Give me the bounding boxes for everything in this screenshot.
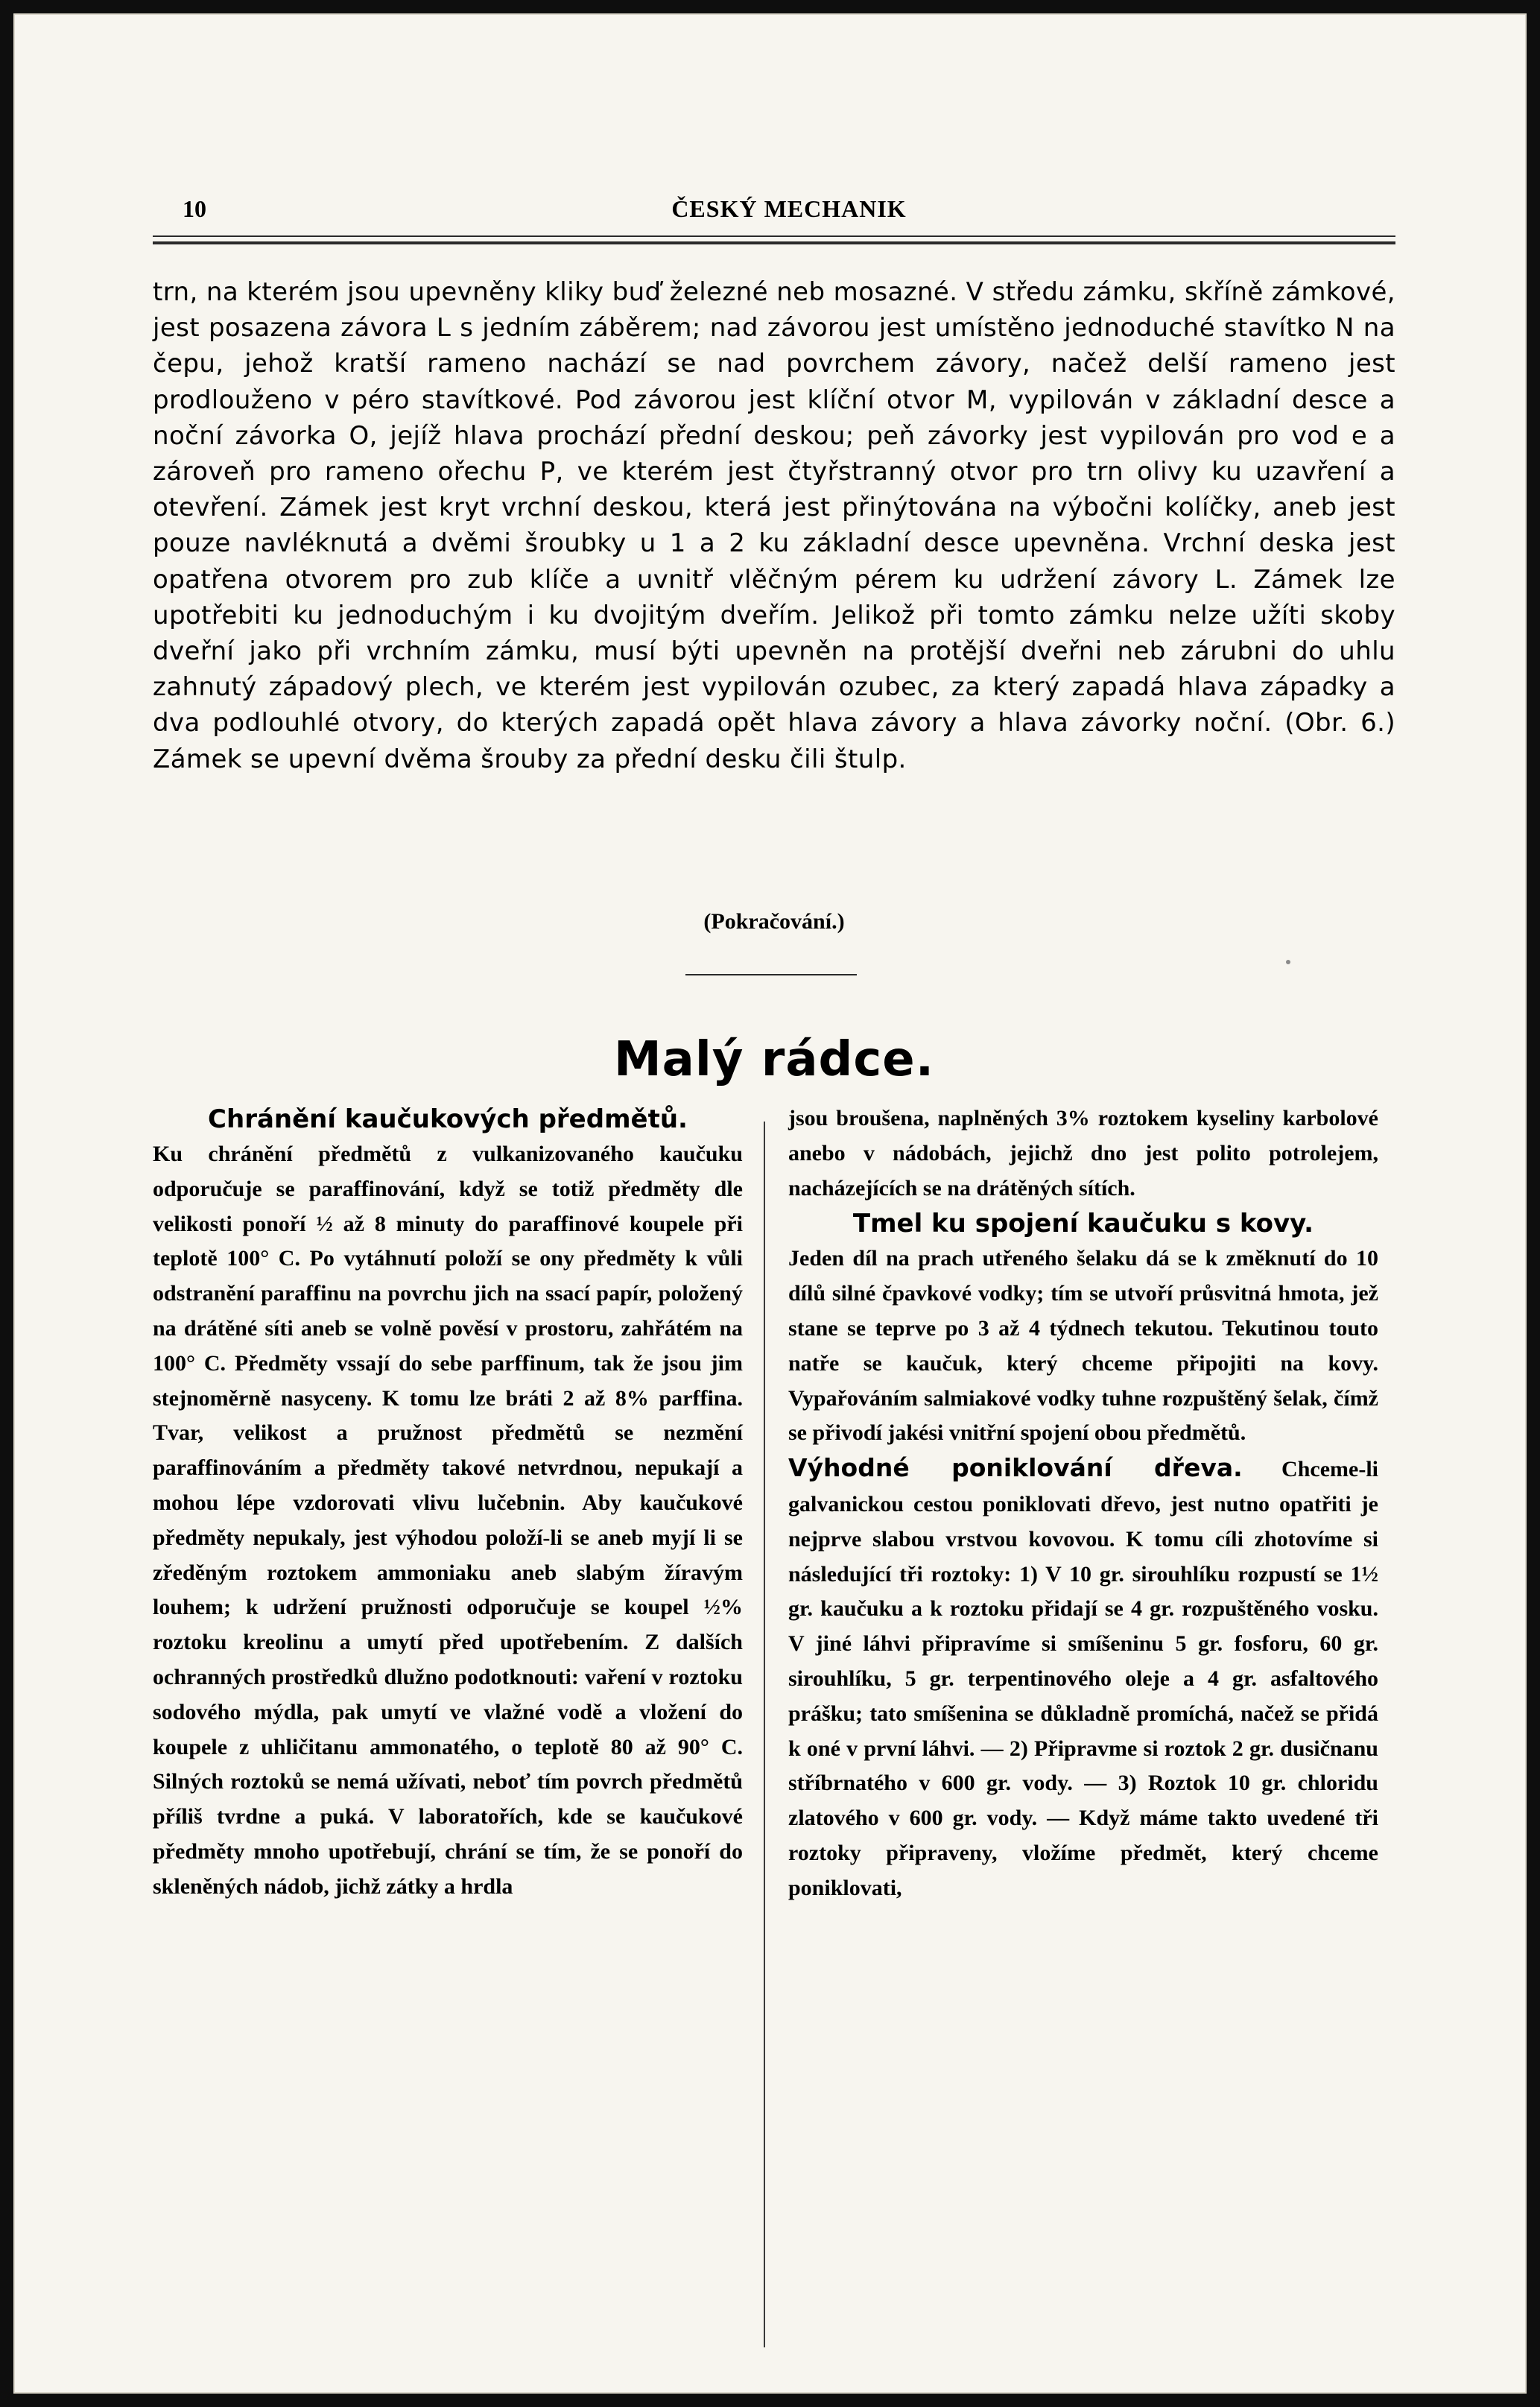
column-divider bbox=[764, 1122, 765, 2347]
article-text-rubber-metal-cement: Jeden díl na prach utřeného šelaku dá se k změknutí do 10 dílů silné čpavkové vodky; tím se utvoří průsvitná hmota, jež stane se teprve po 3 až 4 týdnech tekutou. Tekutinou touto natře se kaučuk, který chceme připojiti na kovy. Vypařováním salmiakové vodky tuhne rozpuštěný šelak, čímž se přivodí jakési vnitřní spojení obou předmětů. bbox=[788, 1246, 1378, 1446]
article-nickel-plating bbox=[788, 1451, 1378, 1905]
journal-title: ČESKÝ MECHANIK bbox=[671, 195, 907, 222]
page-number: 10 bbox=[183, 195, 206, 222]
article-heading-nickel-plating: Výhodné poniklování dřeva. bbox=[788, 1453, 1243, 1483]
running-head bbox=[183, 195, 1395, 225]
article-heading-rubber-metal-cement: Tmel ku spojení kaučuku s kovy. bbox=[852, 1209, 1314, 1239]
right-column bbox=[788, 1101, 1378, 1906]
section-title: Malý rádce. bbox=[613, 1032, 935, 1087]
print-speck bbox=[1286, 960, 1290, 964]
lead-paragraph bbox=[153, 274, 1395, 777]
separator-rule bbox=[685, 974, 857, 975]
continued-note: (Pokračování.) bbox=[703, 909, 845, 934]
article-text-rubber-protection: Ku chránění předmětů z vulkanizovaného kaučuku odporučuje se paraffinování, když se totiž předměty dle velikosti ponoří ½ až 8 minuty do paraffinové koupele při teplotě 100° C. Po vytáhnutí položí se ony předměty k vůli odstranění paraffinu na povrchu jich na ssací papír, položený na drátěné síti aneb se volně pověsí v prostoru, zahřátém na 100° C. Předměty vssají do sebe parffinum, tak že jsou jim stejnoměrně nasyceny. K tomu lze bráti 2 až 8% parffina. Tvar, velikost a pružnost předmětů se nezmění paraffinováním a předměty takové netvrdnou, nepukají a mohou lépe vzdorovati vlivu lučebnin. Aby kaučukové předměty nepukaly, jest výhodou položí-li se aneb myjí li se zředěným roztokem ammoniaku aneb slabým žíravým louhem; k udržení pružnosti odporučuje se koupel ½% roztoku kreolinu a umytí před upotřebením. Z dalších ochranných prostředků dlužno podotknouti: vaření v roztoku sodového mýdla, pak umytí ve vlažné vodě a vložení do koupele z uhličitanu ammonatého, o teplotě 80 až 90° C. Silných roztoků se nemá užívati, neboť tím povrch předmětů příliš tvrdne a puká. V laboratořích, kde se kaučukové předměty mnoho upotřebují, chrání se tím, že se ponoří do skleněných nádob, jichž zátky a hrdla bbox=[153, 1142, 743, 1899]
article-continuation-text: jsou broušena, naplněných 3% roztokem kyseliny karbolové anebo v nádobách, jejichž dno jest polito potrolejem, nacházejících se na drátěných sítích. bbox=[788, 1106, 1378, 1201]
lead-text: trn, na kterém jsou upevněny kliky buď železné neb mosazné. V středu zámku, skříně zámkové, jest posazena závora L s jedním záběrem; nad závorou jest umístěno jednoduché stavítko N na čepu, jehož kratší rameno nachází se nad povrchem závory, načež delší rameno jest prodlouženo v péro stavítkové. Pod závorou jest klíční otvor M, vypilován v základní desce a noční závorka O, jejíž hlava prochází přední deskou; peň závorky jest vypilován pro vod e a zároveň pro rameno ořechu P, ve kterém jest čtyřstranný otvor pro trn olivy ku uzavření a otevření. Zámek jest kryt vrchní deskou, která jest přinýtována na výbočni kolíčky, aneb jest pouze navléknutá a dvěmi šroubky u 1 a 2 ku základní desce upevněna. Vrchní deska jest opatřena otvorem pro zub klíče a uvnitř vlěčným pérem ku udržení závory L. Zámek lze upotřebiti ku jednoduchým i ku dvojitým dveřím. Jelikož při tomto zámku nelze užíti skoby dveřní jako při vrchním zámku, musí býti upevněn na protější dveřni neb zárubni do uhlu zahnutý západový plech, ve kterém jest vypilován ozubec, za který zapadá hlava západky a dva podlouhlé otvory, do kterých zapadá opět hlava závory a hlava závorky noční. (Obr. 6.) Zámek se upevní dvěma šrouby za přední desku čili štulp. bbox=[153, 277, 1395, 774]
left-column bbox=[153, 1101, 743, 1905]
header-rule-thin bbox=[153, 235, 1395, 237]
article-heading-rubber-protection: Chránění kaučukových předmětů. bbox=[208, 1104, 688, 1134]
article-text-nickel-plating: Chceme-li galvanickou cestou poniklovati dřevo, jest nutno opatřiti je nejprve slabou vrstvou kovovou. K tomu cíli zhotovíme si následující tři roztoky: 1) V 10 gr. sirouhlíku rozpustí se 1½ gr. kaučuku a k roztoku přidají se 4 gr. rozpuštěného vosku. V jiné láhvi připravíme si smíšeninu 5 gr. fosforu, 60 gr. sirouhlíku, 5 gr. terpentinového oleje a 4 gr. asfaltového prášku; tato smíšenina se důkladně promíchá, načež se přidá k oné v první láhvi. — 2) Připravme si roztok 2 gr. dusičnanu stříbrnatého v 600 gr. vody. — 3) Roztok 10 gr. chloridu zlatového v 600 gr. vody. — Když máme takto uvedené tři roztoky připraveny, vložíme předmět, který chceme poniklovati, bbox=[788, 1457, 1378, 1900]
header-rule-thick bbox=[153, 241, 1395, 244]
